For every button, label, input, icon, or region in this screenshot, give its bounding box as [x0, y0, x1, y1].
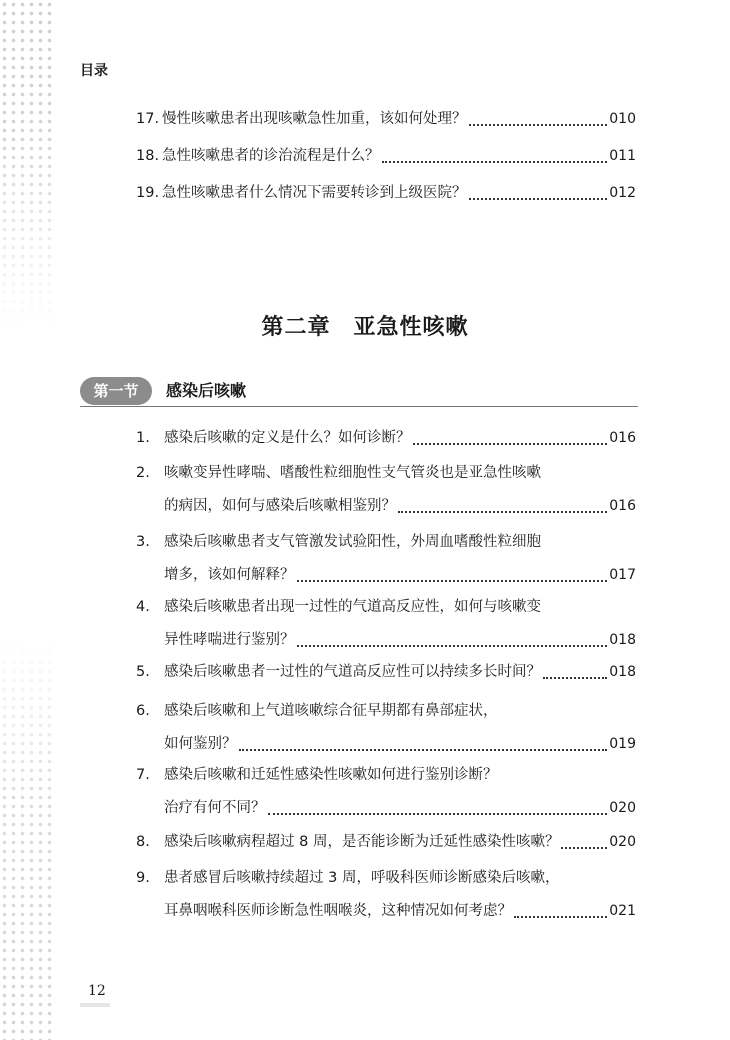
- toc-entry[interactable]: [136, 759, 636, 825]
- toc-entry-title: 慢性咳嗽患者出现咳嗽急性加重，该如何处理？: [162, 111, 467, 127]
- toc-entry-number: 18.: [136, 148, 160, 164]
- toc-entry-title: 咳嗽变异性哮喘、嗜酸性粒细胞性支气管炎也是亚急性咳嗽: [164, 465, 541, 481]
- toc-entry-title: 感染后咳嗽患者一过性的气道高反应性可以持续多长时间？: [164, 664, 541, 680]
- dot-leader: [469, 197, 608, 200]
- toc-entry-page: 016: [609, 498, 636, 514]
- dot-leader: [297, 644, 608, 647]
- toc-entry-number: 1.: [136, 430, 150, 446]
- dot-leader: [268, 812, 608, 815]
- toc-entry-title: 急性咳嗽患者的诊治流程是什么？: [162, 148, 380, 164]
- toc-entry-title: 感染后咳嗽和上气道咳嗽综合征早期都有鼻部症状，: [164, 703, 498, 719]
- section-divider: [80, 406, 638, 407]
- toc-entry[interactable]: [136, 103, 636, 136]
- toc-entry[interactable]: [136, 526, 636, 592]
- toc-entry-page: 011: [609, 148, 636, 164]
- toc-entry-title: 感染后咳嗽病程超过 8 周，是否能诊断为迁延性感染性咳嗽？: [164, 834, 560, 850]
- toc-entry-title-continued: 耳鼻咽喉科医师诊断急性咽喉炎，这种情况如何考虑？: [164, 903, 512, 919]
- dot-leader: [514, 915, 607, 918]
- dot-leader: [561, 846, 607, 849]
- decorative-dot-pattern-top: [0, 0, 52, 330]
- toc-entry[interactable]: [136, 656, 636, 689]
- toc-entry-number: 4.: [136, 599, 150, 615]
- decorative-dot-pattern-bottom: [0, 640, 52, 1040]
- toc-entry[interactable]: [136, 862, 636, 928]
- toc-entry-title-continued: 治疗有何不同？: [164, 800, 266, 816]
- toc-entry-page: 018: [609, 664, 636, 680]
- running-head: 目录: [80, 63, 108, 79]
- dot-leader: [239, 748, 608, 751]
- toc-entry-number: 3.: [136, 534, 150, 550]
- toc-entry-page: 020: [609, 800, 636, 816]
- toc-entry-number: 17.: [136, 111, 160, 127]
- section-tag: 第一节: [80, 377, 152, 405]
- page-number: 12: [88, 983, 106, 999]
- toc-entry-title-continued: 的病因，如何与感染后咳嗽相鉴别？: [164, 498, 396, 514]
- toc-entry-title: 感染后咳嗽的定义是什么？如何诊断？: [164, 430, 411, 446]
- toc-entry[interactable]: [136, 826, 636, 859]
- toc-entry-page: 018: [609, 632, 636, 648]
- toc-entry-page: 017: [609, 567, 636, 583]
- toc-entry-title-continued: 增多，该如何解释？: [164, 567, 295, 583]
- dot-leader: [469, 123, 608, 126]
- dot-leader: [413, 442, 608, 445]
- toc-entry[interactable]: [136, 422, 636, 455]
- toc-entry-page: 016: [609, 430, 636, 446]
- toc-entry[interactable]: [136, 177, 636, 210]
- toc-entry-number: 6.: [136, 703, 150, 719]
- section-title: 感染后咳嗽: [166, 381, 247, 400]
- toc-entry-title: 感染后咳嗽患者出现一过性的气道高反应性，如何与咳嗽变: [164, 599, 541, 615]
- toc-entry-page: 019: [609, 736, 636, 752]
- toc-entry-title: 患者感冒后咳嗽持续超过 3 周，呼吸科医师诊断感染后咳嗽，: [164, 870, 560, 886]
- section-header: [80, 377, 638, 407]
- toc-entry-title-continued: 异性哮喘进行鉴别？: [164, 632, 295, 648]
- toc-entry[interactable]: [136, 591, 636, 657]
- dot-leader: [543, 676, 607, 679]
- toc-entry-page: 021: [609, 903, 636, 919]
- toc-entry-page: 012: [609, 185, 636, 201]
- toc-entry-number: 8.: [136, 834, 150, 850]
- toc-entry-number: 5.: [136, 664, 150, 680]
- page-number-bar: [80, 1003, 110, 1007]
- toc-entry-page: 010: [609, 111, 636, 127]
- toc-entry-page: 020: [609, 834, 636, 850]
- toc-entry-number: 9.: [136, 870, 150, 886]
- toc-entry-title: 急性咳嗽患者什么情况下需要转诊到上级医院？: [162, 185, 467, 201]
- toc-entry[interactable]: [136, 457, 636, 523]
- toc-entry[interactable]: [136, 695, 636, 761]
- toc-entry-title: 感染后咳嗽患者支气管激发试验阳性，外周血嗜酸性粒细胞: [164, 534, 541, 550]
- dot-leader: [398, 510, 607, 513]
- toc-entry-title-continued: 如何鉴别？: [164, 736, 237, 752]
- toc-entry-title: 感染后咳嗽和迁延性感染性咳嗽如何进行鉴别诊断？: [164, 767, 498, 783]
- dot-leader: [297, 579, 608, 582]
- toc-entry[interactable]: [136, 140, 636, 173]
- toc-entry-number: 7.: [136, 767, 150, 783]
- toc-entry-number: 2.: [136, 465, 150, 481]
- chapter-title: 第二章 亚急性咳嗽: [261, 314, 469, 340]
- toc-entry-number: 19.: [136, 185, 160, 201]
- dot-leader: [382, 160, 608, 163]
